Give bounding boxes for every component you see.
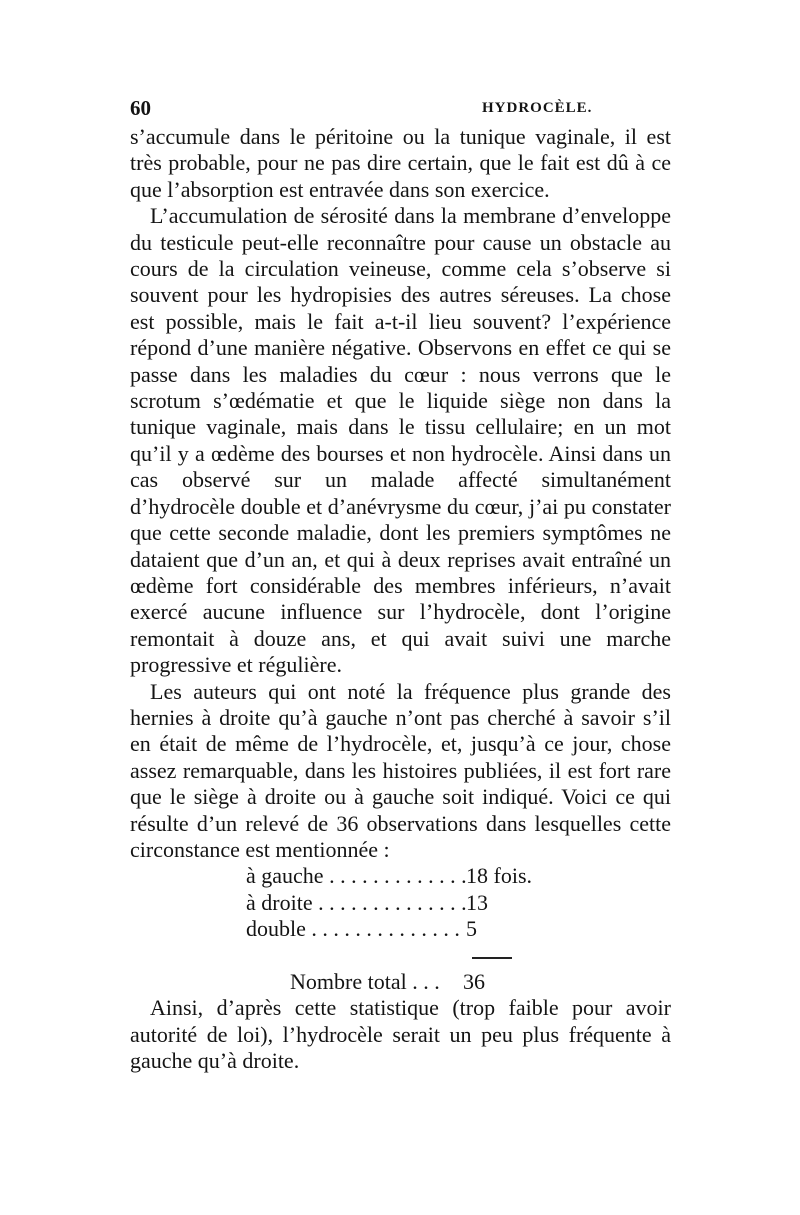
paragraph-hernia-side: Les auteurs qui ont noté la fréquence plus grande des hernies à droite qu’à gauche n’ont pas cherché à savoir s’il en était de même de l’hydrocèle, et, jusqu’à ce jour, chose assez remarquable, dans les histoires publiées, il est fort rare que le siège à droite ou à gauche soit indiqué. Voici ce qui résulte d’un relevé de 36 observations dans lesquelles cette circonstance est mentionnée : [130, 678, 671, 862]
row-count: 13 [466, 889, 488, 915]
total-row [130, 969, 671, 995]
total-label: Nombre total . . . [290, 969, 463, 995]
body-text [130, 124, 671, 1075]
row-count: 5 [466, 916, 477, 942]
sum-rule [130, 943, 671, 969]
total-value: 36 [463, 968, 485, 994]
running-head: HYDROCÈLE. [482, 100, 593, 116]
sum-divider [472, 957, 512, 959]
paragraph-continuation: s’accumule dans le péritoine ou la tunique vaginale, il est très probable, pour ne pas dire certain, que le fait est dû à ce que l’absorption est entravée dans son exercice. [130, 124, 671, 202]
table-row [246, 890, 671, 916]
statistics-table [130, 863, 671, 942]
table-row [246, 863, 671, 889]
paragraph-conclusion: Ainsi, d’après cette statistique (trop faible pour avoir autorité de loi), l’hydrocèle serait un peu plus fréquente à gauche qu’à droite. [130, 995, 671, 1074]
row-count: 18 fois. [466, 863, 532, 889]
page-number: 60 [130, 96, 151, 120]
table-row [246, 916, 671, 942]
row-label: double . . . [246, 916, 466, 942]
row-label: à gauche . . . [246, 863, 466, 889]
page-header [130, 96, 670, 122]
row-label: à droite . . . [246, 890, 466, 916]
paragraph-venous-circulation: L’accumulation de sérosité dans la membrane d’enveloppe du testicule peut-elle reconnaître pour cause un obstacle au cours de la circulation veineuse, comme cela s’observe si souvent pour les hydropisies des autres séreuses. La chose est possible, mais le fait a-t-il lieu souvent? l’expérience répond d’une manière négative. Observons en effet ce qui se passe dans les maladies du cœur : nous verrons que le scrotum s’œdématie et que le liquide siège non dans la tunique vaginale, mais dans le tissu cellulaire; en un mot qu’il y a œdème des bourses et non hydrocèle. Ainsi dans un cas observé sur un malade affecté simultanément d’hydrocèle double et d’anévrysme du cœur, j’ai pu constater que cette seconde maladie, dont les premiers symptômes ne dataient que d’un an, et qui à deux reprises avait entraîné un œdème fort considérable des membres inférieurs, n’avait exercé aucune influence sur l’hydrocèle, dont l’origine remontait à douze ans, et qui avait suivi une marche progressive et régulière. [130, 203, 671, 678]
